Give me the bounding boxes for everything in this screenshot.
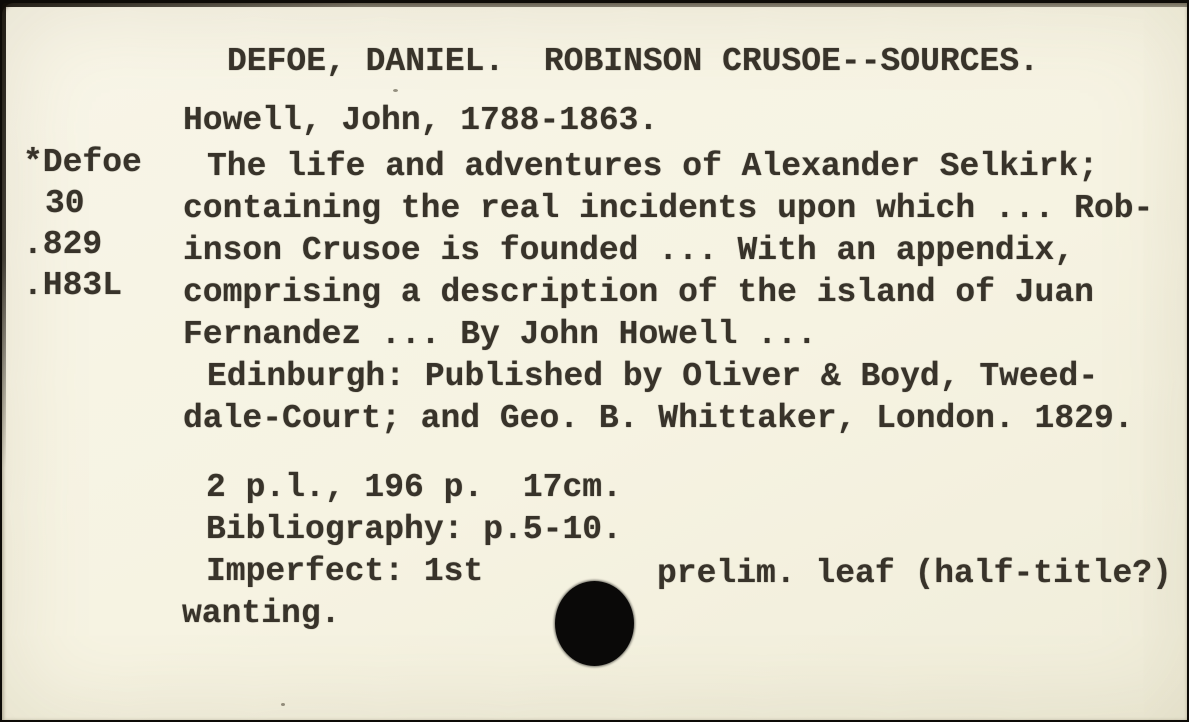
description-line: inson Crusoe is founded ... With an appendix, <box>183 232 1075 269</box>
imprint-line: dale-Court; and Geo. B. Whittaker, London. 1829. <box>183 400 1134 437</box>
paper-speck <box>393 89 398 92</box>
catalog-card <box>2 3 1187 720</box>
card-edge-top <box>2 3 1187 7</box>
bibliography-note: Bibliography: p.5-10. <box>206 511 622 548</box>
paper-speck <box>281 703 285 706</box>
author-line: Howell, John, 1788-1863. <box>183 102 659 139</box>
collation-notes <box>206 467 622 551</box>
catalog-entry <box>183 100 1153 440</box>
imprint-line: Edinburgh: Published by Oliver & Boyd, Tweed- <box>207 358 1099 395</box>
imperfect-note-end: prelim. leaf (half-title?) <box>657 555 1172 592</box>
imperfect-note-continuation: wanting. <box>182 595 341 632</box>
call-number <box>23 142 142 306</box>
call-number-line: 30 <box>45 185 85 222</box>
card-edge-left <box>2 3 6 468</box>
punch-hole <box>555 581 634 666</box>
call-number-line: *Defoe <box>23 144 142 181</box>
subject-heading: DEFOE, DANIEL. ROBINSON CRUSOE--SOURCES. <box>227 43 1039 80</box>
description-line: comprising a description of the island of Juan <box>183 274 1094 311</box>
collation-line: 2 p.l., 196 p. 17cm. <box>206 469 622 506</box>
description-line: The life and adventures of Alexander Selkirk; <box>207 148 1099 185</box>
description-line: Fernandez ... By John Howell ... <box>183 316 817 353</box>
call-number-line: .829 <box>23 226 103 263</box>
description-line: containing the real incidents upon which ... Rob- <box>183 190 1154 227</box>
imperfect-note-start: Imperfect: 1st <box>206 553 484 590</box>
imperfect-note <box>206 551 1189 593</box>
call-number-line: .H83L <box>23 267 123 304</box>
